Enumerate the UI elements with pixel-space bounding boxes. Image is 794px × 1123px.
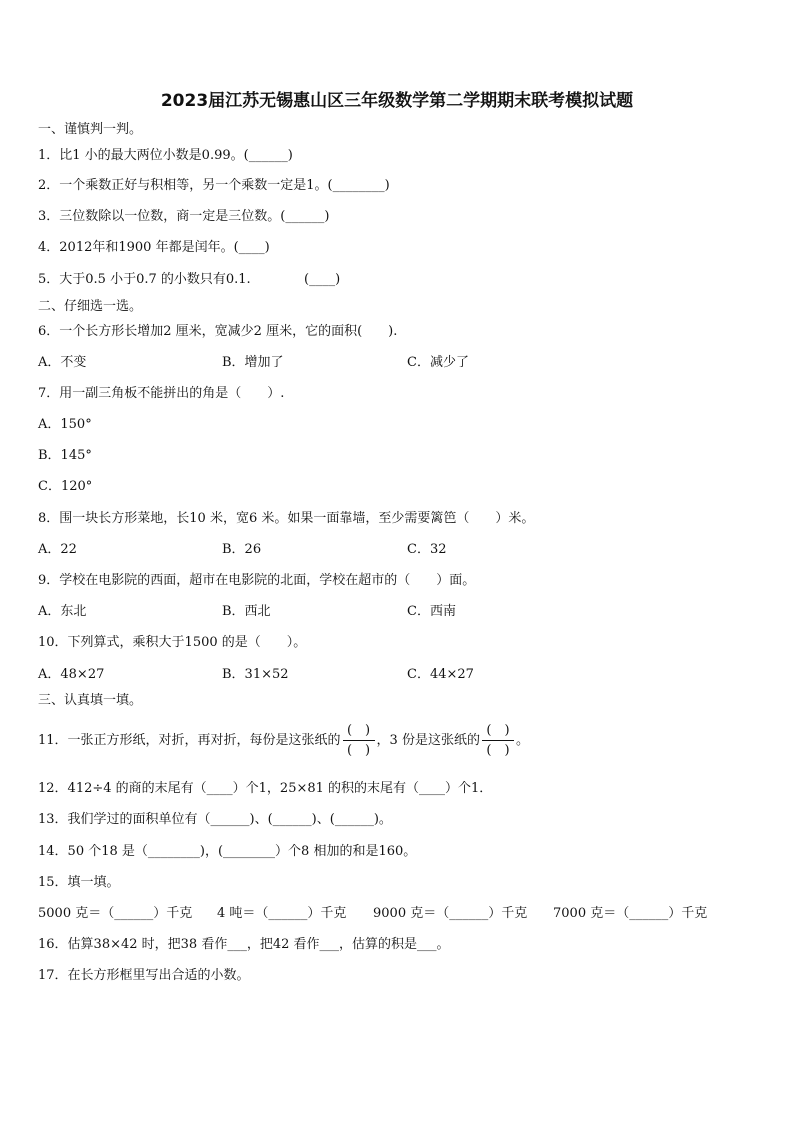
question-11-text-1: 11．一张正方形纸，对折，再对折，每份是这张纸的: [38, 733, 341, 748]
question-10: 10．下列算式，乘积大于1500 的是（ ）。: [38, 635, 307, 650]
question-1: 1．比1 小的最大两位小数是0.99。(______): [38, 148, 293, 163]
question-15-item-3: 9000 克＝（______）千克: [373, 906, 528, 921]
question-11-text-3: 。: [515, 733, 529, 748]
question-6-option-a: A．不变: [38, 355, 87, 370]
fraction-blank-1: [343, 722, 375, 759]
section-2-heading: 二、仔细选一选。: [38, 299, 143, 314]
question-15: 15．填一填。: [38, 875, 120, 890]
question-3: 3．三位数除以一位数，商一定是三位数。(______): [38, 209, 330, 224]
question-8: 8．围一块长方形菜地，长10 米，宽6 米。如果一面靠墙，至少需要篱笆（ ）米。: [38, 511, 535, 526]
question-7-option-a: A．150°: [38, 417, 92, 432]
question-7-option-b: B．145°: [38, 448, 92, 463]
question-9: 9．学校在电影院的西面，超市在电影院的北面，学校在超市的（ ）面。: [38, 573, 476, 588]
question-15-item-4: 7000 克＝（______）千克: [553, 906, 708, 921]
question-7: 7．用一副三角板不能拼出的角是（ ）.: [38, 386, 285, 401]
question-6: 6．一个长方形长增加2 厘米，宽减少2 厘米，它的面积( ).: [38, 324, 398, 339]
question-15-item-1: 5000 克＝（______）千克: [38, 906, 193, 921]
question-11: [38, 718, 529, 764]
page-title: 2023届江苏无锡惠山区三年级数学第二学期期末联考模拟试题: [160, 91, 634, 111]
question-15-item-2: 4 吨＝（______）千克: [217, 906, 347, 921]
question-10-option-b: B．31×52: [222, 667, 289, 682]
question-8-option-c: C．32: [407, 542, 447, 557]
question-8-option-a: A．22: [38, 542, 77, 557]
fraction-1-denominator: ( ): [346, 743, 371, 758]
question-17: 17．在长方形框里写出合适的小数。: [38, 968, 250, 983]
question-6-option-b: B．增加了: [222, 355, 284, 370]
question-9-option-c: C．西南: [407, 604, 456, 619]
question-12: 12．412÷4 的商的末尾有（____）个1，25×81 的积的末尾有（____）个1．: [38, 781, 493, 796]
question-7-option-c: C．120°: [38, 479, 93, 494]
fraction-2-numerator: ( ): [486, 723, 510, 738]
question-10-option-a: A．48×27: [38, 667, 105, 682]
question-4: 4．2012年和1900 年都是闰年。(____): [38, 240, 270, 255]
fraction-2-denominator: ( ): [486, 743, 510, 758]
fraction-1-bar: [343, 740, 375, 741]
question-13: 13．我们学过的面积单位有（______)、(______)、(______)。: [38, 812, 392, 827]
question-5-blank: (____): [304, 272, 341, 287]
fraction-1-numerator: ( ): [346, 723, 371, 738]
question-11-text-2: ，3 份是这张纸的: [376, 733, 480, 748]
question-2: 2．一个乘数正好与积相等，另一个乘数一定是1。(________): [38, 178, 390, 193]
section-1-heading: 一、谨慎判一判。: [38, 122, 143, 137]
section-3-heading: 三、认真填一填。: [38, 693, 143, 708]
fraction-blank-2: [482, 722, 514, 759]
question-16: 16．估算38×42 时，把38 看作___，把42 看作___，估算的积是___。: [38, 937, 450, 952]
question-5: 5．大于0.5 小于0.7 的小数只有0.1.: [38, 272, 251, 287]
question-9-option-b: B．西北: [222, 604, 271, 619]
fraction-2-bar: [482, 740, 514, 741]
question-10-option-c: C．44×27: [407, 667, 474, 682]
question-14: 14．50 个18 是（________)，(________）个8 相加的和是160。: [38, 844, 417, 859]
question-6-option-c: C．减少了: [407, 355, 469, 370]
question-9-option-a: A．东北: [38, 604, 87, 619]
question-8-option-b: B．26: [222, 542, 262, 557]
